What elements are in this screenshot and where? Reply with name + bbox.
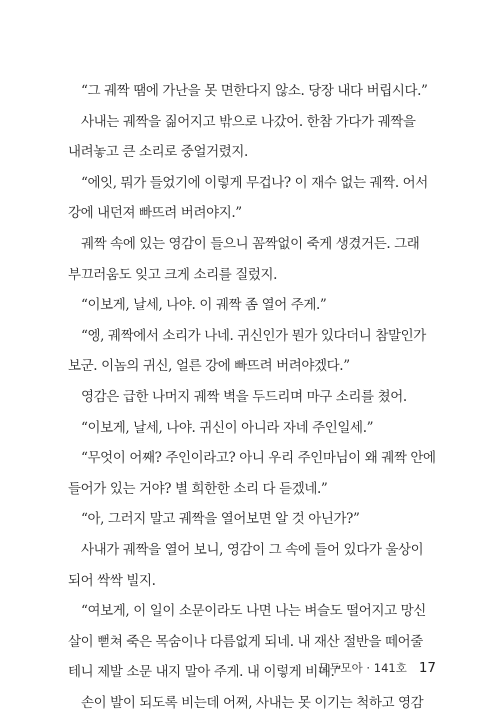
paragraph: 사내는 궤짝을 짊어지고 밖으로 나갔어. 한참 가다가 궤짝을 내려놓고 큰 소리로 중얼거렸지.: [68, 113, 416, 161]
magazine-issue: 모두모아 · 141호: [318, 661, 407, 675]
paragraph: “여보게, 이 일이 소문이라도 나면 나는 벼슬도 떨어지고 망신 살이 뻗쳐 죽은 목숨이나 다름없게 되네. 내 재산 절반을 떼어줄 테니 제발 소문 내지 말아 주게. 내 이렇게 비네.”: [68, 603, 426, 681]
paragraph: 사내가 궤짝을 열어 보니, 영감이 그 속에 들어 있다가 울상이 되어 싹싹 빌지.: [68, 541, 424, 589]
paragraph: “엥, 궤짝에서 소리가 나네. 귀신인가 뭔가 있다더니 참말인가 보군. 이놈의 귀신, 얼른 강에 빠뜨려 버려야겠다.”: [68, 327, 426, 375]
paragraph: “그 궤짝 땜에 가난을 못 면한다지 않소. 당장 내다 버립시다.”: [81, 83, 428, 99]
paragraph: 영감은 급한 나머지 궤짝 벽을 두드리며 마구 소리를 쳤어.: [81, 388, 407, 405]
paragraph: “아, 그러지 말고 궤짝을 열어보면 알 것 아닌가?”: [81, 511, 360, 528]
paragraph: 손이 발이 되도록 비는데 어쩌, 사내는 못 이기는 척하고 영감: [81, 694, 424, 711]
paragraph: “에잇, 뭐가 들었기에 이렇게 무겁나? 이 재수 없는 궤짝. 어서 강에 내던져 빠뜨려 버려야지.”: [68, 174, 428, 222]
paragraph: “이보게, 날세, 나야. 이 궤짝 좀 열어 주게.”: [81, 297, 327, 314]
body-text: [68, 76, 436, 718]
page-number: 17: [418, 660, 436, 676]
paragraph: 궤짝 속에 있는 영감이 들으니 꼼짝없이 죽게 생겼거든. 그래 부끄러움도 잊고 크게 소리를 질렀지.: [68, 235, 420, 283]
paragraph: “이보게, 날세, 나야. 귀신이 아니라 자네 주인일세.”: [81, 419, 374, 436]
paragraph: “무엇이 어째? 주인이라고? 아니 우리 주인마님이 왜 궤짝 안에 들어가 있는 거야? 별 희한한 소리 다 듣겠네.”: [68, 450, 436, 497]
page-footer: [318, 660, 436, 676]
